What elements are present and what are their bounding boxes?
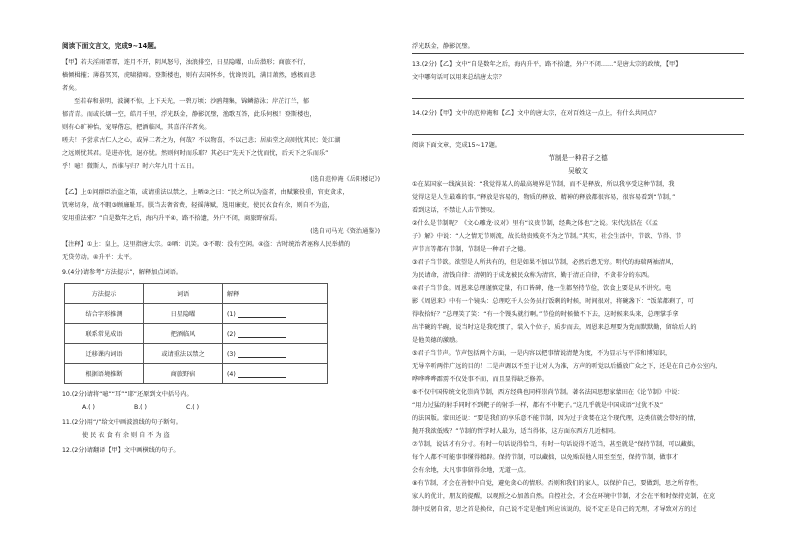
source-a: (选自范仲淹《岳阳楼记》) bbox=[310, 176, 380, 183]
table-cell: 商旅野宿 bbox=[144, 364, 223, 384]
essay-line: ⑧有节制，才会在善恨中自觉，避免贪心的情形。否则和我们的家人，以保护自己，要做到，思之所存性， bbox=[412, 480, 703, 487]
essay-line: 为民请命，清钱自律：清朝的于成龙被民众称为清官，勤于清正自律，不贪非分的东西。 bbox=[412, 272, 654, 279]
section-heading-modern: 阅读下面文章，完成15~17题。 bbox=[412, 142, 501, 149]
answer-line[interactable] bbox=[412, 120, 744, 135]
essay-line: 得收拾好？”总理笑了笑：“有一个馒头就行啊。”节俭的时候做不下去，这时候来头来，总理掌手拿 bbox=[412, 311, 679, 318]
passage-line: 乎！噫！微斯人，吾谁与归？时六年九月十五日。 bbox=[62, 163, 199, 170]
essay-line: 看到这话，不禁让人击节赞叹。 bbox=[412, 207, 499, 214]
table-cell: 结合字形推测 bbox=[65, 304, 144, 324]
question-10-options bbox=[62, 401, 380, 414]
table-header: 解释 bbox=[223, 284, 328, 304]
essay-line: 会有余地，大凡事事留得余地，无道一点。 bbox=[412, 467, 530, 474]
answer-blank[interactable] bbox=[238, 329, 286, 338]
passage-line: 者矣。 bbox=[62, 85, 81, 92]
passage-line: 【乙】上①问群臣治盗之策，或请重法以禁之，上哂②之曰：“民之所以为盗者，由赋繁役重，官吏贪求， bbox=[62, 189, 349, 196]
essay-line: 制中反躬自省，思之首是换位，自己说不定是他们所应该说的，说不定正是自己的无理，才导致对方的过 bbox=[412, 506, 697, 513]
passage-a bbox=[62, 56, 380, 173]
table-header-row bbox=[65, 284, 328, 304]
essay-line: 出半碗的半碗，说当时这是我吃惯了，装入个位子，质步而去，周恩来总理要为党而默默勤，留给后人的 bbox=[412, 324, 697, 331]
essay-line: ④君子当节食。周恩来总理谨慎定量，有口皆碑，他一生都坚持节俭，饮食上要是从不讲究。电 bbox=[412, 285, 672, 292]
answer-number: (2) bbox=[227, 331, 236, 338]
answer-number: (4) bbox=[227, 371, 236, 378]
section-heading-classical: 阅读下面文言文，完成9~14题。 bbox=[62, 42, 161, 50]
question-14: 14.(2分)【甲】文中的范仲淹和【乙】文中的唐太宗，在对百姓这一点上，有什么共同点？ bbox=[412, 110, 660, 117]
essay-line: ②什么是节制呢？《文心雕龙·议对》里有“议贵节制，经典之体也”之说。宋代沈括在《《孟 bbox=[412, 220, 658, 227]
answer-cell[interactable] bbox=[223, 364, 328, 384]
essay-line: “用力过猛的射手同时不到靶子的射手一样，都有不中靶子。”这几乎就是中国成语“过犹不及” bbox=[412, 402, 664, 409]
passage-line: 之远则忧其君。是进亦忧，退亦忧。然则何时而乐耶？其必曰“先天下之忧而忧，后天下之乐而乐” bbox=[62, 150, 329, 157]
question-13-cont: 文中哪句话可以用来总结唐太宗？ bbox=[412, 74, 505, 81]
table-row bbox=[65, 364, 328, 384]
table-cell: 日星隐曜 bbox=[144, 304, 223, 324]
passage-line: 至若春和景明，波澜不惊，上下天光，一碧万顷；沙鸥翔集，锦鳞游泳；岸芷汀兰，郁 bbox=[74, 98, 310, 105]
option-b[interactable]: B.( ) bbox=[133, 404, 147, 411]
answer-blank[interactable] bbox=[238, 309, 286, 318]
essay-line: 是他美德的激励。 bbox=[412, 337, 462, 344]
note-line: 【注释】①上：皇上，这里指唐太宗。②哂：讥笑。③不暇：没有空闲。④盗：古时统治者诬称人民举措的 bbox=[62, 241, 351, 248]
source-b: (选自司马光《资治通鉴》) bbox=[310, 228, 380, 235]
passage-line: 嗟夫！予尝求古仁人之心，或异二者之为，何哉？不以物喜，不以己悲；居庙堂之高则忧其民；处江湖 bbox=[62, 137, 341, 144]
table-row bbox=[65, 304, 328, 324]
essay-title: 节制是一种君子之德 bbox=[548, 154, 608, 162]
table-cell: 或请重法以禁之 bbox=[144, 344, 223, 364]
passage-line: 饥寒切身，故不暇③顾廉耻耳。朕当去奢省费，轻徭薄赋，选用廉吏，使民衣食有余，则自不为盗， bbox=[62, 202, 334, 209]
table-header: 词语 bbox=[144, 284, 223, 304]
answer-blank[interactable] bbox=[238, 369, 286, 378]
answer-blank[interactable] bbox=[238, 349, 286, 358]
essay-line: ①在某国家一线演员说：“我觉得某人的最高境界是节制，而不是释放，所以我享受这种节制，我 bbox=[412, 181, 675, 188]
left-column bbox=[62, 40, 380, 457]
essay-line: 的法国版。蒙田还说：“要是我们的享乐意不能节制，因为过于贪婪在这个现代理，这类信就会带好的情， bbox=[412, 415, 700, 422]
passage-line: 郁青青。而或长烟一空，皓月千里，浮光跃金，静影沉璧，渔歌互答，此乐何极！登斯楼也， bbox=[62, 111, 316, 118]
essay-line: ⑤君子当节声。节声包括两个方面，一是内容以把事情说清楚为度，不为显示与平洋和博知识， bbox=[412, 350, 672, 357]
passage-b bbox=[62, 186, 380, 225]
table-cell: 把酒临风 bbox=[144, 324, 223, 344]
answer-number: (3) bbox=[227, 351, 236, 358]
passage-line: 则有心旷神怡，宠辱偕忘，把酒临风，其喜洋洋者矣。 bbox=[62, 124, 211, 131]
answer-number: (1) bbox=[227, 311, 236, 318]
essay-line: 无导辛听两伴广远的目的！二是声调以不至于让对人为准，方声的听觉以后播放广众之下，还是在自己办公室内， bbox=[412, 363, 722, 370]
essay-line: 子》解》中说：“人之情无节则流，故长幼贵贱莫不为之节制。”其实，社会生活中，节欲、节得、节 bbox=[412, 233, 682, 240]
option-a[interactable]: A.( ) bbox=[82, 404, 95, 411]
essay-author: 吴敏文 bbox=[568, 167, 588, 175]
note-line: 无贷劳动。④升平：太平。 bbox=[62, 254, 136, 261]
passage-line: 安用重法邪？”自是数年之后，海内升平④，路不拾遗，外户不闭，商旅野宿焉。 bbox=[62, 215, 282, 222]
option-c[interactable]: C.( ) bbox=[185, 404, 200, 411]
essay-line: ③君子当节欲。欲望是人所共有的，但是如果不加以节制，必然后患无穷。明代的海瑞两袖清风， bbox=[412, 259, 678, 266]
essay-line: 抛开我欲低贱？”节制的哲学时人最为，适当得体，这方面东西方几近相同。 bbox=[412, 428, 620, 435]
essay-line: 声节言等都有节制，节制是一种君子之德。 bbox=[412, 246, 530, 253]
word-explanation-table bbox=[64, 283, 328, 384]
essay-line: 家人的优计，朋友的提醒，以观照之心加盖自然。自控社会，才会在环境中节制，才会在平和时保持克制，在克 bbox=[412, 493, 716, 500]
answer-cell[interactable] bbox=[223, 304, 328, 324]
punctuation-sentence[interactable]: 使 民 衣 食 有 余 则 自 不 为 盗 bbox=[82, 432, 170, 439]
question-13: 13.(2分)【乙】文中“自是数年之后，海内升平，路不拾遗，外户不闭……”是唐太宗的政绩，【甲】 bbox=[412, 61, 682, 68]
table-row bbox=[65, 344, 328, 364]
table-cell: 根据语境推断 bbox=[65, 364, 144, 384]
table-cell: 迁移课内词语 bbox=[65, 344, 144, 364]
table-row bbox=[65, 324, 328, 344]
essay-body bbox=[412, 178, 744, 516]
essay-line: 哗哗哗哗霹雳不仅处事不而，而且显得缺乏修养。 bbox=[412, 376, 549, 383]
question-10: 10.(2分)请将“噫”“耳”“耶”还原到文中括号内。 bbox=[62, 391, 193, 398]
passage-line: 樯倾楫摧；薄暮冥冥，虎啸猿啼。登斯楼也，则有去国怀乡，忧谗畏讥，满目萧然，感极而悲 bbox=[62, 72, 316, 79]
answer-cell[interactable] bbox=[223, 344, 328, 364]
question-9: 9.(4分)请参考“方法提示”，解释加点词语。 bbox=[62, 269, 183, 276]
essay-line: 觉得这是人生最难的事。”释放是容易的，物质的释放、精神的释放都很容易，很容易看到“节制，” bbox=[412, 194, 676, 201]
essay-line: ⑦节制，说话才有分寸。有时一句话说得恰当，有时一句话说得不适当，甚至就是“保持节制，可以藏拙， bbox=[412, 441, 700, 448]
essay-line: 影《周恩来》中有一个镜头：总理吃千人公务员打饭剩的时候，时间很对，将碗盏下：“饭菜都剩了，可 bbox=[412, 298, 694, 305]
essay-line: ⑥不仅中国传统文化崇尚节制，西方经典也同样崇尚节制。著名法国思想家蒙田在《论节制》中说： bbox=[412, 389, 684, 396]
essay-line: 每个人都不可能事事懂得精辟。保持节制，可以藏拙，以免贻误他人用至至至，保持节制，做事才 bbox=[412, 454, 679, 461]
answer-line[interactable] bbox=[412, 84, 744, 99]
right-column bbox=[412, 40, 744, 516]
passage-line: 【甲】若夫淫雨霏霏，连月不开，阴风怒号，浊浪排空，日星隐曜，山岳潜形；商旅不行， bbox=[62, 59, 310, 66]
table-header: 方法提示 bbox=[65, 284, 144, 304]
answer-cell[interactable] bbox=[223, 324, 328, 344]
question-12: 12.(2分)请翻译【甲】文中画横线的句子。 bbox=[62, 447, 180, 454]
answer-line-top[interactable] bbox=[412, 40, 744, 54]
annotation-notes bbox=[62, 238, 380, 264]
question-11: 11.(2分)用“/”给文中画波浪线的句子断句。 bbox=[62, 419, 182, 426]
table-cell: 联系常见成语 bbox=[65, 324, 144, 344]
quoted-sentence: 浮光跃金，静影沉璧。 bbox=[412, 43, 474, 50]
